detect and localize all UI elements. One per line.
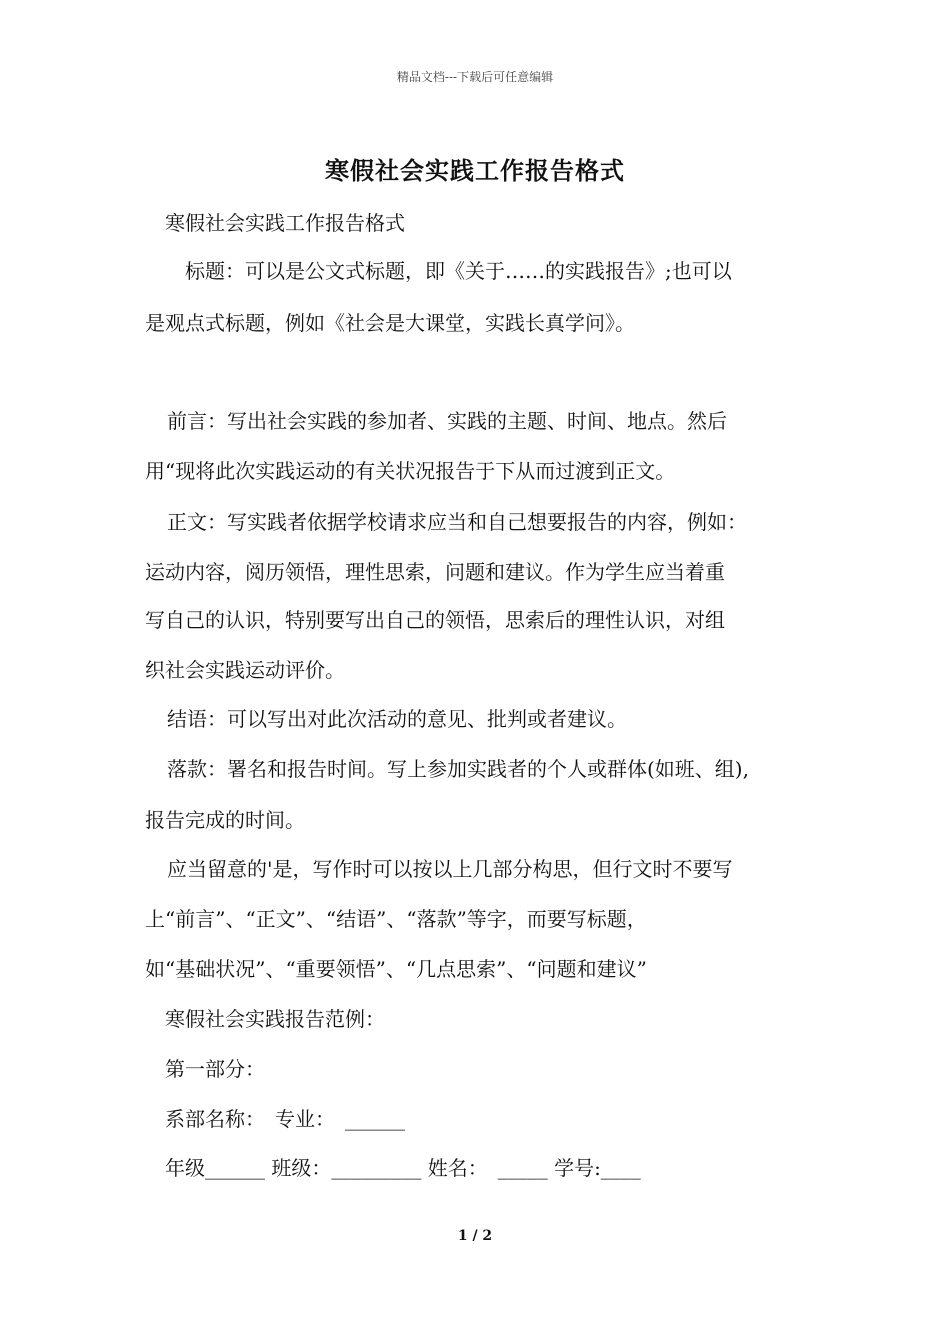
document-title: 寒假社会实践工作报告格式 [325, 156, 625, 185]
body-line-14: 上“前言”、“正文”、“结语”、“落款”等字，而要写标题， [145, 907, 647, 931]
header-note: 精品文档---下载后可任意编辑 [396, 70, 554, 84]
body-line-11: 落款：署名和报告时间。写上参加实践者的个人或群体(如班、组), [167, 757, 749, 781]
body-line-15: 如“基础状况”、“重要领悟”、“几点思索”、“问题和建议” [145, 957, 647, 981]
body-line-16: 寒假社会实践报告范例： [165, 1007, 385, 1031]
body-line-12: 报告完成的时间。 [145, 808, 305, 832]
body-line-13: 应当留意的'是，写作时可以按以上几部分构思，但行文时不要写 [167, 857, 733, 881]
body-line-9: 织社会实践运动评价。 [145, 658, 345, 682]
body-line-3: 是观点式标题，例如《社会是大课堂，实践长真学问》。 [145, 311, 635, 335]
body-line-4: 前言：写出社会实践的参加者、实践的主题、时间、地点。然后 [167, 409, 727, 433]
body-line-8: 写自己的认识，特别要写出自己的领悟，思索后的理性认识，对组 [145, 608, 725, 632]
body-line-17: 第一部分： [165, 1057, 265, 1081]
body-line-7: 运动内容，阅历领悟，理性思索，问题和建议。作为学生应当着重 [145, 560, 725, 584]
page-number: 1 / 2 [457, 1228, 493, 1244]
body-line-5: 用“现将此次实践运动的有关状况报告于下从而过渡到正文。 [145, 459, 676, 483]
body-line-19: 年级______ 班级：_________ 姓名： _____ 学号:____ [165, 1156, 641, 1180]
body-line-10: 结语：可以写出对此次活动的意见、批判或者建议。 [167, 707, 627, 731]
body-line-6: 正文：写实践者依据学校请求应当和自己想要报告的内容，例如： [167, 510, 747, 534]
body-line-18: 系部名称： 专业： ______ [165, 1107, 405, 1131]
body-line-1: 寒假社会实践工作报告格式 [165, 211, 405, 235]
body-line-2: 标题：可以是公文式标题，即《关于……的实践报告》;也可以 [185, 259, 732, 283]
